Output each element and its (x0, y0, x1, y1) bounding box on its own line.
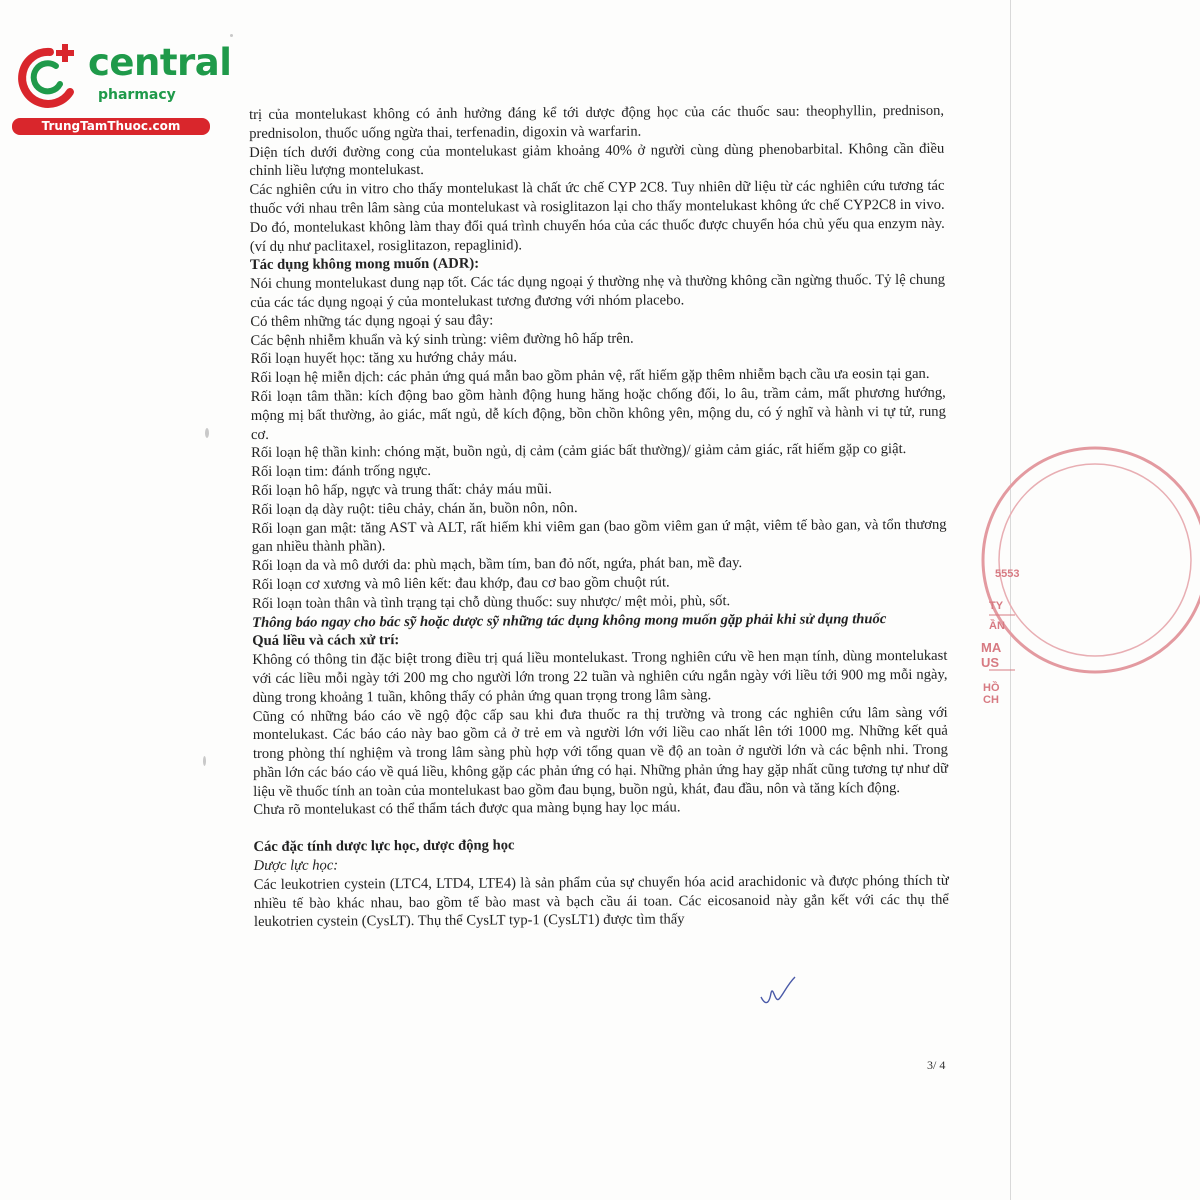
stamp-text-5553: 5553 (995, 568, 1020, 580)
paragraph: Rối loạn tim: đánh trống ngực. (251, 463, 432, 481)
scan-artifact (203, 756, 206, 766)
paragraph: Rối loạn hệ thần kinh: chóng mặt, buồn ngủ, dị cảm (cảm giác bất thường)/ giảm cảm giác, rất hiếm gặp co giật. (251, 441, 907, 462)
paragraph: Nói chung montelukast dung nạp tốt. Các tác dụng ngoại ý thường nhẹ và thường không cần ngừng thuốc. Tỷ lệ chung của các tác dụng ngoại ý của montelukast tương đương với nhóm placebo. (250, 271, 946, 311)
section-heading: Các đặc tính dược lực học, dược động học (253, 837, 515, 856)
paragraph: Rối loạn hệ miễn dịch: các phản ứng quá mẫn bao gồm phản vệ, rất hiếm gặp thêm nhiễm bạch cầu ưa eosin tại gan. (250, 366, 930, 387)
central-logo-mark-icon (10, 40, 84, 108)
stamp-text-maus: MA US (981, 640, 1001, 670)
logo-brand-name: central (88, 41, 232, 84)
paragraph: Thông báo ngay cho bác sỹ hoặc dược sỹ những tác dụng không mong muốn gặp phải khi sử dụng thuốc (252, 610, 887, 631)
paragraph: Các bệnh nhiễm khuẩn và ký sinh trùng: viêm đường hô hấp trên. (250, 330, 634, 349)
paragraph: Rối loạn huyết học: tăng xu hướng chảy máu. (250, 349, 518, 368)
paragraph: Các leukotrien cystein (LTC4, LTD4, LTE4) là sản phẩm của sự chuyển hóa acid arachidonic và được phóng thích từ nhiều tế bào khác nhau, bao gồm tế bào mast và bạch cầu ái toan. Các eicosanoid này gắn kết với các thụ thể leukotrien cystein (CysLT). Thụ thể CysLT typ-1 (CysLT1) được tìm thấy (253, 872, 949, 931)
paragraph: Rối loạn cơ xương và mô liên kết: đau khớp, đau cơ bao gồm chuột rút. (251, 574, 670, 593)
paragraph: trị của montelukast không có ảnh hưởng đáng kể tới dược động học của các thuốc sau: theophyllin, prednison, prednisolon, thuốc uống ngừa thai, terfenadin, digoxin và warfarin. (249, 102, 945, 142)
scan-artifact (230, 34, 233, 37)
paragraph: Chưa rõ montelukast có thể thẩm tách được qua màng bụng hay lọc máu. (253, 799, 681, 819)
paragraph: Rối loạn gan mật: tăng AST và ALT, rất hiếm khi viêm gan (bao gồm viêm gan ứ mật, viêm tế bào gan, và tổn thương gan nhiều thành phần). (251, 516, 947, 556)
document-body (249, 102, 949, 932)
paragraph: Có thêm những tác dụng ngoại ý sau đây: (250, 312, 494, 330)
logo-brand-sub: pharmacy (98, 87, 176, 103)
company-stamp-fragment (975, 410, 1020, 710)
paragraph: Cũng có những báo cáo về ngộ độc cấp sau khi đưa thuốc ra thị trường và trong các nghiên cứu lâm sàng với montelukast. Các báo cáo này bao gồm cả ở trẻ em và người lớn với liều cao nhất lên tới 1000 mg. Những kết quả trong phòng thí nghiệm và trong lâm sàng phù hợp với tổng quan về độ an toàn ở người lớn và các bệnh nhi. Trong phần lớn các báo cáo về quá liều, không gặp các phản ứng có hại. Những phản ứng hay gặp nhất cũng tương tự như dữ liệu về thuốc tính an toàn của montelukast bao gồm đau bụng, buồn ngủ, khát, đau đầu, nôn và tăng kích động. (252, 704, 949, 800)
paragraph: Rối loạn da và mô dưới da: phù mạch, bầm tím, ban đỏ nốt, ngứa, phát ban, mề đay. (251, 555, 743, 575)
stamp-text-hoch: HỒ CH (983, 682, 1000, 706)
section-heading: Quá liều và cách xử trí: (252, 632, 400, 650)
handwritten-mark-icon (757, 975, 799, 1011)
paragraph: Rối loạn hô hấp, ngực và trung thất: chảy máu mũi. (251, 481, 552, 499)
stamp-text-an: ẦN (989, 620, 1005, 632)
scan-artifact (205, 428, 209, 438)
page-number: 3/ 4 (927, 1058, 946, 1072)
central-pharmacy-logo[interactable] (10, 36, 232, 136)
paragraph: Các nghiên cứu in vitro cho thấy montelukast là chất ức chế CYP 2C8. Tuy nhiên dữ liệu từ các nghiên cứu tương tác thuốc với nhau trên lâm sàng của montelukast và rosiglitazon lại cho thấy montelukast không ức chế CYP2C8 in vivo. Do đó, montelukast không làm thay đổi quá trình chuyển hóa của các thuốc được chuyển hóa chủ yếu qua enzym này. (ví dụ như paclitaxel, rosiglitazon, repaglinid). (249, 177, 945, 255)
paragraph: Rối loạn tâm thần: kích động bao gồm hành động hung hăng hoặc chống đối, lo âu, trầm cảm, mất phương hướng, mộng mị bất thường, ảo giác, mất ngủ, dễ kích động, bồn chồn không yên, mộng du, có ý nghĩ và hành vi tự tử, rung cơ. (250, 384, 946, 443)
section-heading: Tác dụng không mong muốn (ADR): (249, 255, 480, 274)
paragraph: Diện tích dưới đường cong của montelukast giảm khoảng 40% ở người cùng dùng phenobarbital. Không cần điều chỉnh liều lượng montelukast. (249, 140, 945, 180)
stamp-text-ty: TY (989, 600, 1004, 612)
paragraph: Rối loạn toàn thân và tình trạng tại chỗ dùng thuốc: suy nhược/ mệt mỏi, phù, sốt. (251, 592, 731, 612)
paragraph: Không có thông tin đặc biệt trong điều trị quá liều montelukast. Trong nghiên cứu về hen mạn tính, dùng montelukast với các liều mỗi ngày tới 200 mg cho người lớn trong 22 tuần và nghiên cứu ngắn ngày với liều tới 900 mg mỗi ngày, dùng trong khoảng 1 tuần, không thấy có phản ứng quan trọng trong lâm sàng. (252, 647, 948, 706)
paragraph: Rối loạn dạ dày ruột: tiêu chảy, chán ăn, buồn nôn, nôn. (251, 499, 578, 518)
paragraph: Dược lực học: (253, 857, 339, 875)
logo-website[interactable]: TrungTamThuoc.com (12, 118, 210, 135)
